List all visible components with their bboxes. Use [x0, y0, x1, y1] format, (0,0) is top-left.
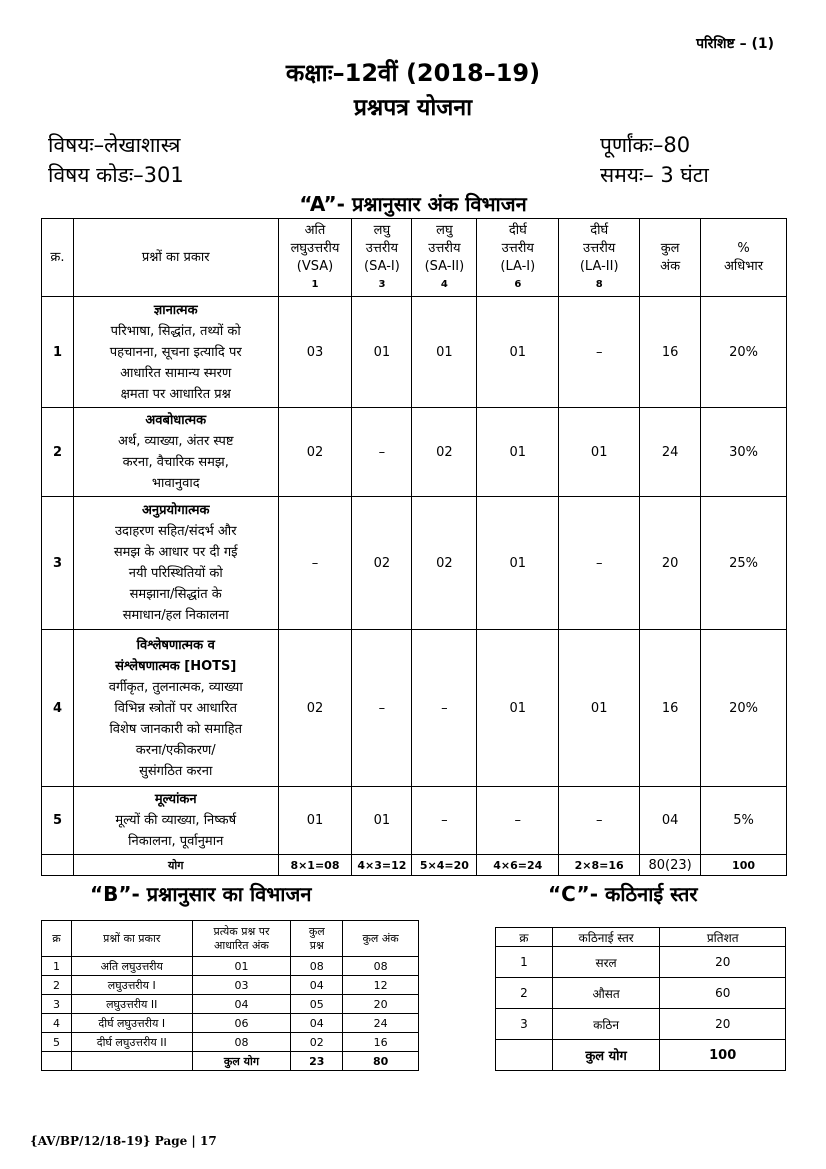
cell-sa1: 01	[352, 787, 412, 855]
cell-weight: 30%	[701, 408, 787, 497]
page-footer: {AV/BP/12/18-19} Page | 17	[30, 1134, 217, 1148]
cell-weight: 20%	[701, 630, 787, 787]
total-marks: 80	[343, 1052, 419, 1071]
page-subtitle: प्रश्नपत्र योजना	[353, 95, 473, 121]
cell-total: 20	[640, 497, 701, 630]
cell-marks-each: 04	[192, 995, 291, 1014]
total-label: कुल योग	[192, 1052, 291, 1071]
cell-count: 05	[291, 995, 343, 1014]
cell-marks-each: 03	[192, 976, 291, 995]
section-c-title: “C”- कठिनाई स्तर	[548, 882, 698, 906]
cell-level: औसत	[552, 978, 660, 1009]
total-la2: 2×8=16	[559, 855, 640, 876]
cell-sno: 1	[42, 957, 72, 976]
total-count: 23	[291, 1052, 343, 1071]
header-weight: % अधिभार	[701, 219, 787, 297]
header-sa2: लघु उत्तरीय (SA-II) 4	[412, 219, 477, 297]
cell-sa2: 02	[412, 497, 477, 630]
cell-sa2: –	[412, 630, 477, 787]
total-sa1: 4×3=12	[352, 855, 412, 876]
cell-la1: 01	[477, 408, 559, 497]
cell-sa2: 02	[412, 408, 477, 497]
total-la1: 4×6=24	[477, 855, 559, 876]
cell-total: 24	[343, 1014, 419, 1033]
exam-time: समयः– 3 घंटा	[600, 163, 709, 187]
cell-total: 04	[640, 787, 701, 855]
cell-type: लघुउत्तरीय I	[71, 976, 192, 995]
cell-la1: –	[477, 787, 559, 855]
table-row	[42, 1014, 419, 1033]
cell-la2: 01	[559, 630, 640, 787]
table-header-row	[496, 928, 786, 947]
cell-percent: 60	[660, 978, 786, 1009]
cell-sno: 3	[496, 1009, 553, 1040]
cell-type: दीर्घ लघुउत्तरीय II	[71, 1033, 192, 1052]
table-row	[42, 787, 787, 855]
row-type: अवबोधात्मक अर्थ, व्याख्या, अंतर स्पष्ट करना, वैचारिक समझ, भावानुवाद	[73, 408, 278, 497]
cell-count: 04	[291, 1014, 343, 1033]
appendix-label: परिशिष्ट – (1)	[696, 36, 774, 52]
total-percent: 100	[660, 1040, 786, 1071]
header-sno: क्र	[42, 921, 72, 957]
table-row	[42, 297, 787, 408]
cell-total: 12	[343, 976, 419, 995]
cell-la1: 01	[477, 297, 559, 408]
cell-vsa: 02	[278, 408, 352, 497]
page-title: कक्षाः–12वीं (2018–19)	[285, 59, 541, 87]
row-sno: 4	[42, 630, 74, 787]
cell-level: सरल	[552, 947, 660, 978]
cell-la1: 01	[477, 630, 559, 787]
cell-sno: 3	[42, 995, 72, 1014]
header-la1: दीर्घ उत्तरीय (LA-I) 6	[477, 219, 559, 297]
row-sno: 2	[42, 408, 74, 497]
header-sa1: लघु उत्तरीय (SA-I) 3	[352, 219, 412, 297]
cell-weight: 5%	[701, 787, 787, 855]
cell-sno: 4	[42, 1014, 72, 1033]
table-header-row	[42, 219, 787, 297]
cell-vsa: 02	[278, 630, 352, 787]
table-row	[42, 408, 787, 497]
section-b-title: “B”- प्रश्नानुसार का विभाजन	[90, 882, 312, 906]
cell-sa2: 01	[412, 297, 477, 408]
cell-marks-each: 08	[192, 1033, 291, 1052]
total-row	[42, 1052, 419, 1071]
cell-total: 20	[343, 995, 419, 1014]
cell-vsa: –	[278, 497, 352, 630]
header-sno: क्र	[496, 928, 553, 947]
cell-sno: 2	[496, 978, 553, 1009]
cell-sno: 5	[42, 1033, 72, 1052]
total-label: कुल योग	[552, 1040, 660, 1071]
total-row	[496, 1040, 786, 1071]
row-type: मूल्यांकन मूल्यों की व्याख्या, निष्कर्ष निकालना, पूर्वानुमान	[73, 787, 278, 855]
table-row	[496, 947, 786, 978]
table-row	[42, 630, 787, 787]
cell-level: कठिन	[552, 1009, 660, 1040]
header-la2: दीर्घ उत्तरीय (LA-II) 8	[559, 219, 640, 297]
total-vsa: 8×1=08	[278, 855, 352, 876]
header-total: कुल अंक	[640, 219, 701, 297]
total-blank	[71, 1052, 192, 1071]
cell-la2: –	[559, 787, 640, 855]
row-type: विश्लेषणात्मक व संश्लेषणात्मक [HOTS] वर्गीकृत, तुलनात्मक, व्याख्या विभिन्न स्त्रोतों पर आधारित विशेष जानकारी को समाहित करना/एकीकरण/ सुसंगठित करना	[73, 630, 278, 787]
cell-weight: 25%	[701, 497, 787, 630]
cell-total: 16	[343, 1033, 419, 1052]
cell-total: 16	[640, 297, 701, 408]
difficulty-level-table	[495, 927, 786, 1071]
cell-type: अति लघुउत्तरीय	[71, 957, 192, 976]
table-row	[42, 995, 419, 1014]
cell-count: 04	[291, 976, 343, 995]
table-header-row	[42, 921, 419, 957]
subject-code: विषय कोडः–301	[48, 163, 184, 187]
table-row	[42, 957, 419, 976]
total-label: योग	[73, 855, 278, 876]
total-row	[42, 855, 787, 876]
cell-count: 02	[291, 1033, 343, 1052]
header-marks-each: प्रत्येक प्रश्न पर आधारित अंक	[192, 921, 291, 957]
total-weight: 100	[701, 855, 787, 876]
cell-total: 08	[343, 957, 419, 976]
cell-marks-each: 01	[192, 957, 291, 976]
header-total: कुल अंक	[343, 921, 419, 957]
total-blank	[42, 1052, 72, 1071]
section-a-title: “A”- प्रश्नानुसार अंक विभाजन	[299, 192, 527, 216]
question-type-table	[41, 920, 419, 1071]
table-row	[42, 497, 787, 630]
cell-count: 08	[291, 957, 343, 976]
cell-type: दीर्घ लघुउत्तरीय I	[71, 1014, 192, 1033]
header-type: प्रश्नों का प्रकार	[73, 219, 278, 297]
row-sno: 5	[42, 787, 74, 855]
max-marks: पूर्णांकः–80	[600, 133, 691, 157]
header-count: कुल प्रश्न	[291, 921, 343, 957]
cell-vsa: 01	[278, 787, 352, 855]
total-blank	[42, 855, 74, 876]
row-type: ज्ञानात्मक परिभाषा, सिद्धांत, तथ्यों को पहचानना, सूचना इत्यादि पर आधारित सामान्य स्मरण क्षमता पर आधारित प्रश्न	[73, 297, 278, 408]
cell-la2: 01	[559, 408, 640, 497]
table-row	[42, 976, 419, 995]
header-sno: क्र.	[42, 219, 74, 297]
cell-percent: 20	[660, 1009, 786, 1040]
cell-marks-each: 06	[192, 1014, 291, 1033]
marks-distribution-table	[41, 218, 787, 876]
row-type: अनुप्रयोगात्मक उदाहरण सहित/संदर्भ और समझ के आधार पर दी गई नयी परिस्थितियों को समझाना/सिद्धांत के समाधान/हल निकालना	[73, 497, 278, 630]
cell-vsa: 03	[278, 297, 352, 408]
cell-weight: 20%	[701, 297, 787, 408]
table-row	[496, 978, 786, 1009]
total-marks: 80(23)	[640, 855, 701, 876]
table-row	[42, 1033, 419, 1052]
cell-la2: –	[559, 297, 640, 408]
header-percent: प्रतिशत	[660, 928, 786, 947]
cell-total: 16	[640, 630, 701, 787]
row-sno: 3	[42, 497, 74, 630]
header-type: प्रश्नों का प्रकार	[71, 921, 192, 957]
total-blank	[496, 1040, 553, 1071]
cell-sa1: –	[352, 408, 412, 497]
header-vsa: अति लघुउत्तरीय (VSA) 1	[278, 219, 352, 297]
cell-sa1: –	[352, 630, 412, 787]
subject: विषयः–लेखाशास्त्र	[48, 133, 181, 157]
header-level: कठिनाई स्तर	[552, 928, 660, 947]
cell-sa1: 02	[352, 497, 412, 630]
cell-la1: 01	[477, 497, 559, 630]
cell-sa1: 01	[352, 297, 412, 408]
cell-total: 24	[640, 408, 701, 497]
cell-sno: 2	[42, 976, 72, 995]
cell-la2: –	[559, 497, 640, 630]
cell-type: लघुउत्तरीय II	[71, 995, 192, 1014]
total-sa2: 5×4=20	[412, 855, 477, 876]
cell-sno: 1	[496, 947, 553, 978]
cell-percent: 20	[660, 947, 786, 978]
table-row	[496, 1009, 786, 1040]
cell-sa2: –	[412, 787, 477, 855]
row-sno: 1	[42, 297, 74, 408]
